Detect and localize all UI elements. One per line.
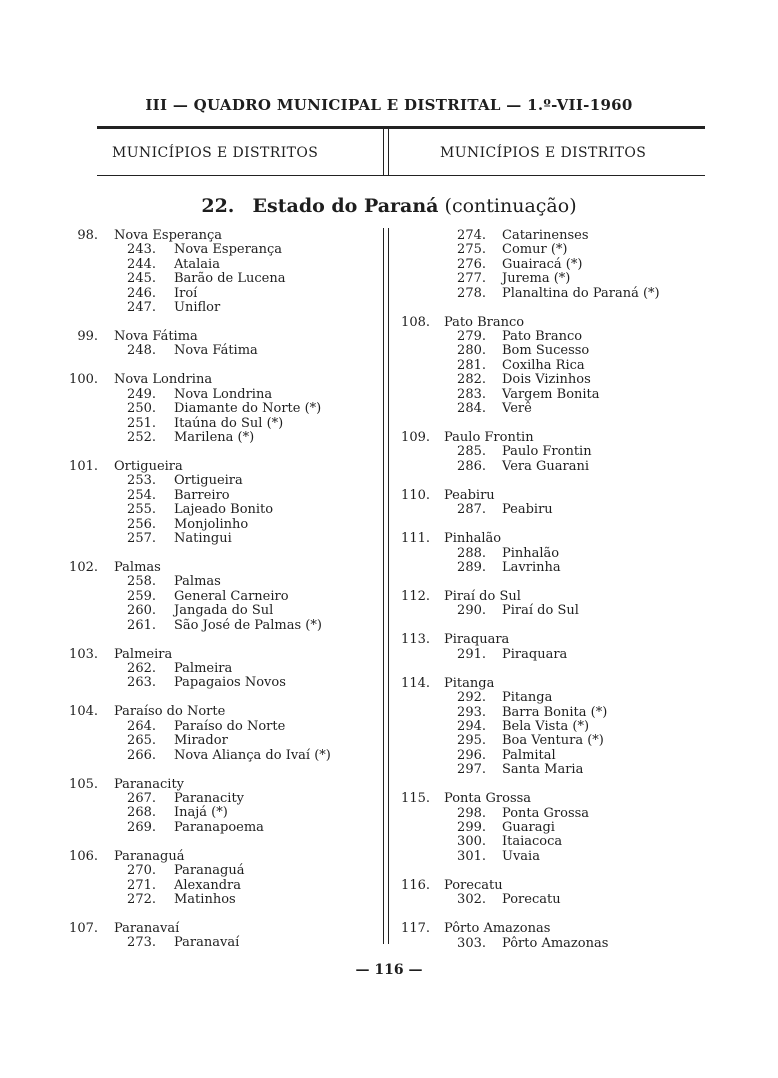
district-number: 244. <box>127 256 156 272</box>
district-number: 271. <box>127 877 156 893</box>
district-name: Marilena (*) <box>174 430 255 445</box>
district-number: 277. <box>457 271 486 287</box>
district-name: Verê <box>502 401 532 416</box>
district-number: 281. <box>457 357 486 373</box>
district-name: Nova Fátima <box>174 343 258 359</box>
district-name: Nova Londrina <box>174 386 273 402</box>
municipality-name: Pato Branco <box>444 314 525 330</box>
district-number: 301. <box>457 848 486 864</box>
district-name: Mirador <box>174 733 228 749</box>
municipality-name: Peabiru <box>444 487 495 503</box>
district-name: Barreiro <box>174 487 230 503</box>
district-number: 251. <box>127 415 156 431</box>
district-number: 303. <box>457 935 486 951</box>
district-name: Paranapoema <box>174 819 264 835</box>
municipality-number: 102. <box>69 560 98 575</box>
district-name: Coxilha Rica <box>502 357 585 373</box>
district-name: Barra Bonita (*) <box>502 704 608 720</box>
district-number: 265. <box>127 733 156 749</box>
district-name: Bom Sucesso <box>502 343 590 359</box>
district-name: Natingui <box>174 531 232 546</box>
district-name: Catarinenses <box>502 228 589 243</box>
district-name: Paraíso do Norte <box>174 718 286 734</box>
section-state: Estado do Paraná <box>252 195 439 217</box>
district-number: 291. <box>457 646 486 662</box>
municipality-number: 107. <box>69 921 98 936</box>
section-number: 22. <box>201 195 235 217</box>
district-number: 269. <box>127 819 156 835</box>
municipality-number: 116. <box>401 877 430 893</box>
district-name: Monjolinho <box>174 516 249 532</box>
district-name: Itaiacoca <box>502 834 563 850</box>
municipality-name: Pôrto Amazonas <box>444 921 551 937</box>
district-number: 284. <box>457 401 486 416</box>
district-number: 257. <box>127 531 156 546</box>
district-number: 290. <box>457 603 486 619</box>
column-heading-left: MUNICÍPIOS E DISTRITOS <box>112 145 319 161</box>
district-name: Paulo Frontin <box>502 444 592 460</box>
district-number: 249. <box>127 386 156 402</box>
district-number: 292. <box>457 690 486 706</box>
municipality-number: 101. <box>69 459 98 474</box>
municipality-name: Paranavaí <box>114 921 180 936</box>
municipality-name: Ponta Grossa <box>444 791 532 807</box>
district-number: 287. <box>457 502 486 518</box>
district-name: Pôrto Amazonas <box>502 935 609 951</box>
district-name: Barão de Lucena <box>174 271 286 287</box>
municipality-number: 115. <box>401 791 430 807</box>
district-number: 298. <box>457 805 486 821</box>
district-number: 260. <box>127 603 156 619</box>
district-number: 248. <box>127 343 156 359</box>
district-name: Ponta Grossa <box>502 805 590 821</box>
running-title: III — QUADRO MUNICIPAL E DISTRITAL — 1.º-VII-1960 <box>145 96 633 114</box>
district-name: Paranaguá <box>174 863 245 879</box>
district-number: 297. <box>457 762 486 778</box>
district-name: Inajá (*) <box>174 805 228 821</box>
municipality-name: Nova Fátima <box>114 329 198 344</box>
municipality-number: 100. <box>69 372 98 388</box>
district-name: Uvaia <box>502 848 540 864</box>
municipality-number: 110. <box>401 487 430 503</box>
district-number: 266. <box>127 747 156 763</box>
district-number: 300. <box>457 834 486 850</box>
district-name: Planaltina do Paraná (*) <box>502 285 660 301</box>
section-suffix: (continuação) <box>444 195 577 217</box>
district-name: Nova Esperança <box>174 242 282 258</box>
district-name: Lajeado Bonito <box>174 502 274 518</box>
district-name: Jurema (*) <box>502 271 571 287</box>
district-number: 243. <box>127 242 156 258</box>
district-number: 258. <box>127 574 156 590</box>
district-name: Bela Vista (*) <box>502 719 590 734</box>
district-name: Piraí do Sul <box>502 603 579 619</box>
district-number: 268. <box>127 805 156 821</box>
district-number: 246. <box>127 285 156 301</box>
municipality-name: Nova Esperança <box>114 228 222 243</box>
district-number: 245. <box>127 271 156 287</box>
district-name: Lavrinha <box>502 560 561 575</box>
district-name: Palmeira <box>174 661 233 676</box>
district-number: 250. <box>127 401 156 417</box>
district-number: 276. <box>457 256 486 272</box>
district-number: 253. <box>127 473 156 489</box>
municipality-number: 109. <box>401 430 430 445</box>
district-number: 254. <box>127 487 156 503</box>
district-name: Guaragi <box>502 820 555 835</box>
municipality-number: 112. <box>401 589 430 604</box>
district-name: Porecatu <box>502 892 561 908</box>
municipality-name: Paraíso do Norte <box>114 704 226 720</box>
district-name: Atalaia <box>174 256 220 272</box>
district-number: 270. <box>127 863 156 879</box>
district-name: Nova Aliança do Ivaí (*) <box>174 747 331 763</box>
district-name: Papagaios Novos <box>174 675 286 691</box>
district-number: 286. <box>457 458 486 474</box>
district-number: 262. <box>127 661 156 676</box>
district-number: 280. <box>457 343 486 359</box>
district-name: Uniflor <box>174 300 221 315</box>
municipality-name: Paranaguá <box>114 848 185 864</box>
district-name: São José de Palmas (*) <box>174 617 322 633</box>
district-number: 285. <box>457 444 486 460</box>
district-name: Pinhalão <box>502 545 560 561</box>
municipality-number: 103. <box>69 646 98 662</box>
district-number: 279. <box>457 329 486 344</box>
section-title <box>0 195 778 217</box>
header-column-divider <box>383 129 389 175</box>
municipality-name: Paranacity <box>114 776 185 792</box>
district-name: Paranavaí <box>174 935 240 951</box>
district-number: 275. <box>457 242 486 258</box>
municipality-name: Pitanga <box>444 675 495 691</box>
district-name: Matinhos <box>174 892 236 907</box>
municipality-number: 117. <box>401 921 430 937</box>
district-number: 288. <box>457 545 486 561</box>
municipality-number: 108. <box>401 314 430 330</box>
municipality-number: 111. <box>401 531 430 547</box>
municipality-number: 99. <box>77 329 98 344</box>
district-number: 267. <box>127 791 156 806</box>
district-name: Comur (*) <box>502 242 568 258</box>
municipality-number: 114. <box>401 675 430 691</box>
district-number: 295. <box>457 733 486 749</box>
district-number: 272. <box>127 892 156 907</box>
district-number: 302. <box>457 892 486 908</box>
municipality-number: 105. <box>69 776 98 792</box>
district-name: General Carneiro <box>174 588 289 604</box>
municipality-name: Paulo Frontin <box>444 430 534 445</box>
body-column-divider <box>383 228 389 944</box>
district-name: Pato Branco <box>502 329 583 344</box>
district-number: 255. <box>127 502 156 518</box>
district-number: 252. <box>127 430 156 445</box>
municipality-name: Porecatu <box>444 877 503 893</box>
district-number: 294. <box>457 719 486 734</box>
district-number: 259. <box>127 588 156 604</box>
district-name: Santa Maria <box>502 762 584 778</box>
district-name: Jangada do Sul <box>174 603 274 619</box>
district-number: 289. <box>457 560 486 575</box>
municipality-name: Pinhalão <box>444 531 502 547</box>
district-name: Pitanga <box>502 690 553 706</box>
district-name: Diamante do Norte (*) <box>174 401 322 417</box>
municipality-number: 98. <box>77 228 98 243</box>
district-name: Vargem Bonita <box>502 386 600 402</box>
municipality-number: 104. <box>69 704 98 720</box>
district-number: 256. <box>127 516 156 532</box>
district-name: Itaúna do Sul (*) <box>174 415 284 431</box>
district-name: Dois Vizinhos <box>502 372 591 388</box>
page-number: — 116 — <box>355 962 423 978</box>
district-name: Paranacity <box>174 791 245 806</box>
district-name: Peabiru <box>502 502 553 518</box>
district-number: 299. <box>457 820 486 835</box>
municipality-name: Piraí do Sul <box>444 589 521 604</box>
district-number: 273. <box>127 935 156 951</box>
municipality-name: Palmeira <box>114 646 173 662</box>
municipality-number: 106. <box>69 848 98 864</box>
municipality-number: 113. <box>401 632 430 648</box>
municipality-name: Ortigueira <box>114 459 183 474</box>
district-name: Ortigueira <box>174 473 243 489</box>
district-number: 247. <box>127 300 156 315</box>
header-bottom-rule <box>97 175 705 176</box>
district-name: Iroí <box>174 285 198 301</box>
district-name: Palmital <box>502 747 556 763</box>
district-number: 283. <box>457 386 486 402</box>
municipality-name: Nova Londrina <box>114 372 213 388</box>
district-number: 282. <box>457 372 486 388</box>
district-name: Guairacá (*) <box>502 256 583 272</box>
column-heading-right: MUNICÍPIOS E DISTRITOS <box>440 145 647 161</box>
district-number: 274. <box>457 228 486 243</box>
district-number: 278. <box>457 285 486 301</box>
district-name: Piraquara <box>502 646 568 662</box>
district-number: 293. <box>457 704 486 720</box>
district-name: Boa Ventura (*) <box>502 733 604 749</box>
district-number: 263. <box>127 675 156 691</box>
municipality-name: Palmas <box>114 560 161 575</box>
district-number: 264. <box>127 718 156 734</box>
district-name: Alexandra <box>174 877 241 893</box>
municipality-name: Piraquara <box>444 632 510 648</box>
district-number: 296. <box>457 747 486 763</box>
district-number: 261. <box>127 617 156 633</box>
district-name: Vera Guarani <box>502 458 589 474</box>
district-name: Palmas <box>174 574 221 590</box>
header-top-rule <box>97 126 705 129</box>
